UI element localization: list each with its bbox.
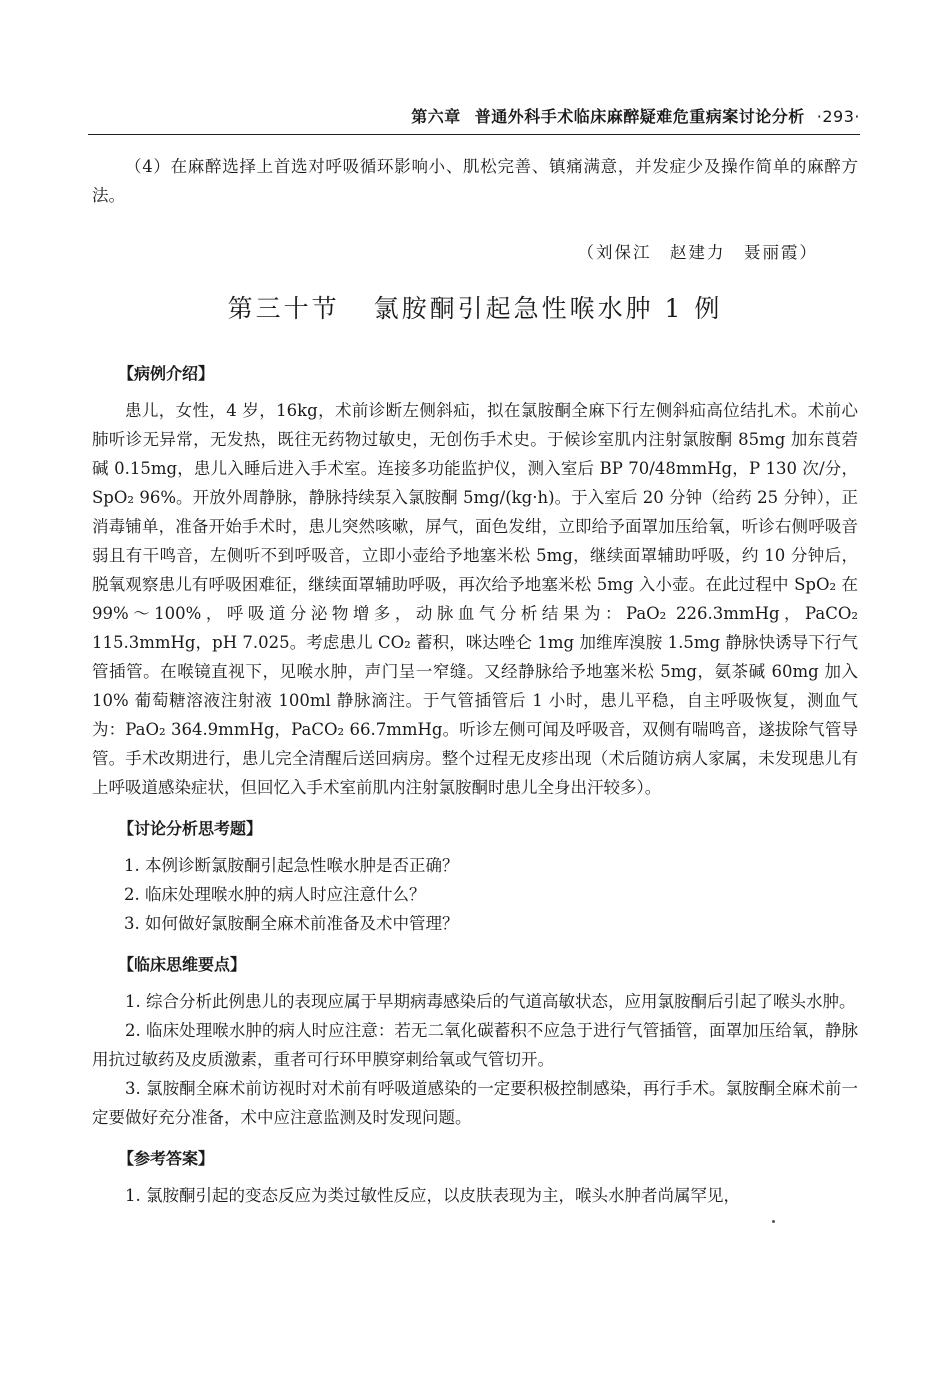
running-header [88, 104, 860, 135]
discussion-heading: 【讨论分析思考题】 [118, 819, 263, 838]
case-heading: 【病例介绍】 [118, 364, 215, 383]
chapter-title: 普通外科手术临床麻醉疑难危重病案讨论分析 [474, 107, 805, 126]
section-number: 第三十节 [227, 294, 340, 323]
clinical-heading: 【临床思维要点】 [118, 955, 247, 974]
section-title [92, 289, 858, 325]
reference-answer-1: 1. 氯胺酮引起的变态反应为类过敏性反应，以皮肤表现为主，喉头水肿者尚属罕见， [125, 1186, 740, 1205]
print-speck [772, 1220, 775, 1223]
chapter-label: 第六章 [411, 107, 461, 126]
section-name: 氯胺酮引起急性喉水肿 1 例 [373, 294, 723, 323]
case-paragraph: 患儿，女性，4 岁，16kg，术前诊断左侧斜疝，拟在氯胺酮全麻下行左侧斜疝高位结扎术。术前心肺听诊无异常，无发热，既往无药物过敏史，无创伤手术史。于候诊室肌内注射氯胺酮 85mg 加东莨菪碱 0.15mg，患儿入睡后进入手术室。连接多功能监护仪，测入室后 BP 70/48mmHg，P 130 次/分，SpO₂ 96%。开放外周静脉，静脉持续泵入氯胺酮 5mg/(kg·h)。于入室后 20 分钟（给药 25 分钟），正消毒铺单，准备开始手术时，患儿突然咳嗽，屏气，面色发绀，立即给予面罩加压给氧，听诊右侧呼吸音弱且有干鸣音，左侧听不到呼吸音，立即小壶给予地塞米松 5mg，继续面罩辅助呼吸，约 10 分钟后，脱氧观察患儿有呼吸困难征，继续面罩辅助呼吸，再次给予地塞米松 5mg 入小壶。在此过程中 SpO₂ 在 99%～100%，呼吸道分泌物增多，动脉血气分析结果为：PaO₂ 226.3mmHg，PaCO₂ 115.3mmHg，pH 7.025。考虑患儿 CO₂ 蓄积，咪达唑仑 1mg 加维库溴胺 1.5mg 静脉快诱导下行气管插管。在喉镜直视下，见喉水肿，声门呈一窄缝。又经静脉给予地塞米松 5mg，氨茶碱 60mg 加入 10% 葡萄糖溶液注射液 100ml 静脉滴注。于气管插管后 1 小时，患儿平稳，自主呼吸恢复，测血气为：PaO₂ 364.9mmHg，PaCO₂ 66.7mmHg。听诊左侧可闻及呼吸音，双侧有喘鸣音，遂拔除气管导管。手术改期进行，患儿完全清醒后送回病房。整个过程无皮疹出现（术后随访病人家属，未发现患儿有上呼吸道感染症状，但回忆入手术室前肌内注射氯胺酮时患儿全身出汗较多）。 [92, 401, 858, 797]
page-content [92, 152, 858, 1210]
question-1: 1. 本例诊断氯胺酮引起急性喉水肿是否正确？ [124, 856, 459, 875]
clinical-point-3: 3. 氯胺酮全麻术前访视时对术前有呼吸道感染的一定要积极控制感染，再行手术。氯胺酮全麻术前一定要做好充分准备，术中应注意监测及时发现问题。 [92, 1079, 858, 1127]
intro-paragraph: （4）在麻醉选择上首选对呼吸循环影响小、肌松完善、镇痛满意，并发症少及操作简单的麻醉方法。 [92, 157, 858, 205]
clinical-point-1: 1. 综合分析此例患儿的表现应属于早期病毒感染后的气道高敏状态，应用氯胺酮后引起了喉头水肿。 [125, 992, 856, 1011]
page-number: ·293· [816, 107, 860, 126]
authors-line: （刘保江 赵建力 聂丽霞） [577, 243, 818, 262]
clinical-point-2: 2. 临床处理喉水肿的病人时应注意：若无二氧化碳蓄积不应急于进行气管插管，面罩加压给氧，静脉用抗过敏药及皮质激素，重者可行环甲膜穿刺给氧或气管切开。 [92, 1021, 858, 1069]
question-2: 2. 临床处理喉水肿的病人时应注意什么？ [124, 885, 426, 904]
reference-heading: 【参考答案】 [118, 1149, 215, 1168]
question-3: 3. 如何做好氯胺酮全麻术前准备及术中管理？ [124, 914, 459, 933]
